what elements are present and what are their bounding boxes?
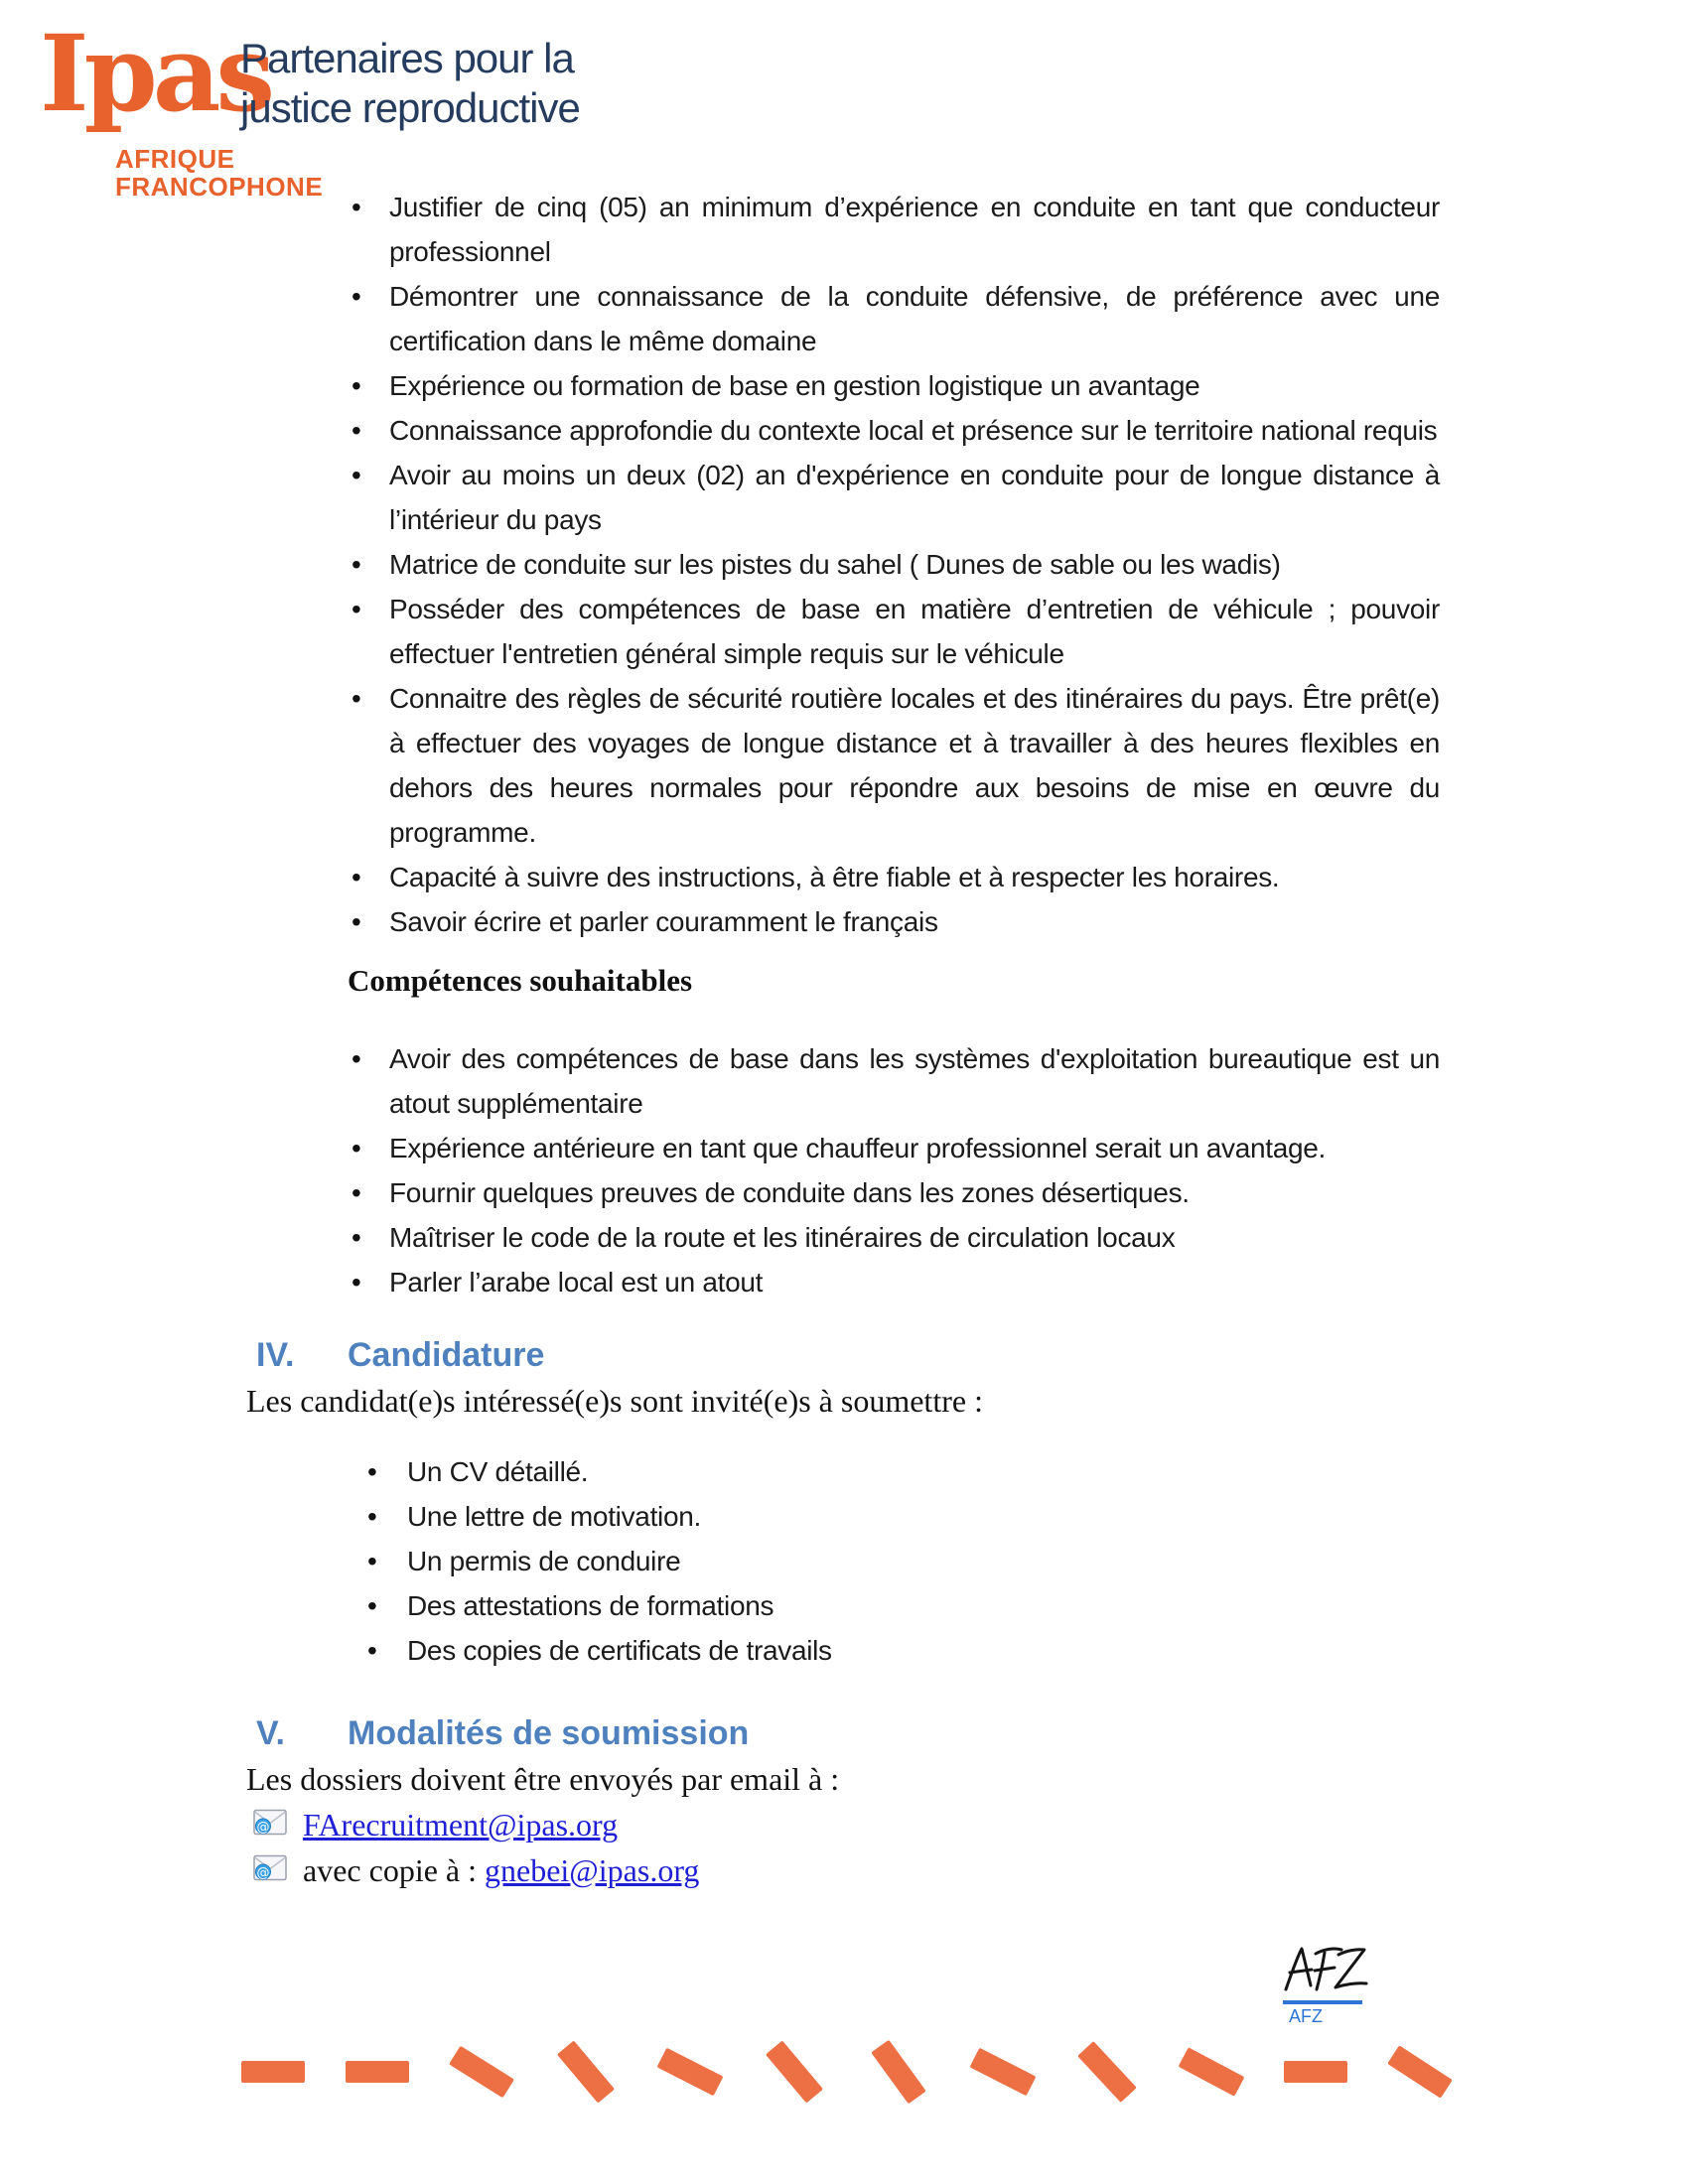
footer-dash	[241, 2061, 305, 2083]
footer-dash	[1179, 2047, 1245, 2096]
list-item: • Parler l’arabe local est un atout	[389, 1260, 1440, 1304]
list-item: • Un permis de conduire	[407, 1539, 1688, 1583]
footer-dash	[656, 2048, 723, 2097]
requirements-list	[0, 185, 1688, 944]
footer-dash	[1387, 2045, 1453, 2098]
email-line-copy	[0, 1848, 1688, 1893]
section-number: V.	[256, 1714, 286, 1752]
soumission-intro: Les dossiers doivent être envoyés par email à :	[246, 1761, 840, 1797]
footer-dash	[346, 2061, 409, 2083]
email-envelope-icon	[253, 1803, 287, 1847]
list-item: • Savoir écrire et parler couramment le français	[389, 899, 1440, 944]
logo-tagline-line2: justice reproductive	[240, 84, 580, 131]
section-heading-candidature	[0, 1332, 1688, 1378]
logo-tagline-line1: Partenaires pour la	[240, 35, 574, 81]
ipas-logo	[40, 11, 735, 206]
list-item: • Un CV détaillé.	[407, 1449, 1688, 1494]
footer-dash	[969, 2048, 1036, 2097]
list-item: • Avoir des compétences de base dans les systèmes d'exploitation bureautique est un atout supplémentaire	[389, 1036, 1440, 1126]
footer-dash-border	[0, 2061, 1688, 2091]
list-item: • Démontrer une connaissance de la conduite défensive, de préférence avec une certification dans le même domaine	[389, 274, 1440, 363]
primary-email-link[interactable]: FArecruitment@ipas.org	[303, 1807, 619, 1843]
section-title: Modalités de soumission	[348, 1714, 750, 1752]
list-item: • Capacité à suivre des instructions, à être fiable et à respecter les horaires.	[389, 855, 1440, 899]
list-item: • Connaitre des règles de sécurité routière locales et des itinéraires du pays. Être prêt(e) à effectuer des voyages de longue distance et à travailler à des heures flexibles en dehors des heures normales pour répondre aux besoins de mise en œuvre du programme.	[389, 676, 1440, 855]
email-line-primary	[0, 1803, 1688, 1847]
candidature-intro: Les candidat(e)s intéressé(e)s sont invité(e)s à soumettre :	[246, 1383, 983, 1419]
copy-email-prefix: avec copie à :	[303, 1852, 477, 1888]
list-item: • Matrice de conduite sur les pistes du sahel ( Dunes de sable ou les wadis)	[389, 542, 1440, 587]
list-item: • Des attestations de formations	[407, 1583, 1688, 1628]
list-item: • Maîtriser le code de la route et les itinéraires de circulation locaux	[389, 1215, 1440, 1260]
email-envelope-icon	[253, 1848, 287, 1893]
section-title: Candidature	[348, 1336, 545, 1374]
footer-dash	[766, 2040, 823, 2103]
signature-block	[1281, 1944, 1390, 2027]
footer-dash	[1284, 2061, 1347, 2083]
desirable-skills-list	[0, 1036, 1688, 1304]
signature-underline	[1283, 2000, 1362, 2004]
ipas-logo-tagline	[240, 34, 580, 133]
list-item: • Une lettre de motivation.	[407, 1494, 1688, 1539]
handwritten-signature	[1281, 1980, 1372, 1997]
desirable-skills-heading: Compétences souhaitables	[348, 963, 693, 998]
section-heading-soumission	[0, 1710, 1688, 1756]
footer-dash	[449, 2046, 514, 2099]
footer-dash	[1077, 2041, 1137, 2103]
list-item: • Avoir au moins un deux (02) an d'expérience en conduite pour de longue distance à l’intérieur du pays	[389, 453, 1440, 542]
document-body	[0, 185, 1688, 1893]
svg-text:@: @	[256, 1865, 270, 1881]
list-item: • Expérience ou formation de base en gestion logistique un avantage	[389, 363, 1440, 408]
svg-text:@: @	[256, 1820, 270, 1836]
list-item: • Des copies de certificats de travails	[407, 1628, 1688, 1673]
list-item: • Justifier de cinq (05) an minimum d’expérience en conduite en tant que conducteur professionnel	[389, 185, 1440, 274]
list-item: • Posséder des compétences de base en matière d’entretien de véhicule ; pouvoir effectuer l'entretien général simple requis sur le véhicule	[389, 587, 1440, 676]
footer-dash	[871, 2040, 925, 2105]
logo-region-line2: FRANCOPHONE	[115, 172, 324, 202]
ipas-logo-wordmark: Ipas	[40, 11, 271, 135]
section-number: IV.	[256, 1336, 295, 1374]
list-item: • Fournir quelques preuves de conduite dans les zones désertiques.	[389, 1170, 1440, 1215]
signature-initials-label: AFZ	[1289, 2006, 1323, 2026]
footer-dash	[557, 2040, 615, 2103]
logo-region-line1: AFRIQUE	[115, 144, 235, 174]
documents-list	[0, 1449, 1688, 1673]
list-item: • Expérience antérieure en tant que chauffeur professionnel serait un avantage.	[389, 1126, 1440, 1170]
copy-email-link[interactable]: gnebei@ipas.org	[485, 1852, 700, 1888]
list-item: • Connaissance approfondie du contexte local et présence sur le territoire national requis	[389, 408, 1440, 453]
